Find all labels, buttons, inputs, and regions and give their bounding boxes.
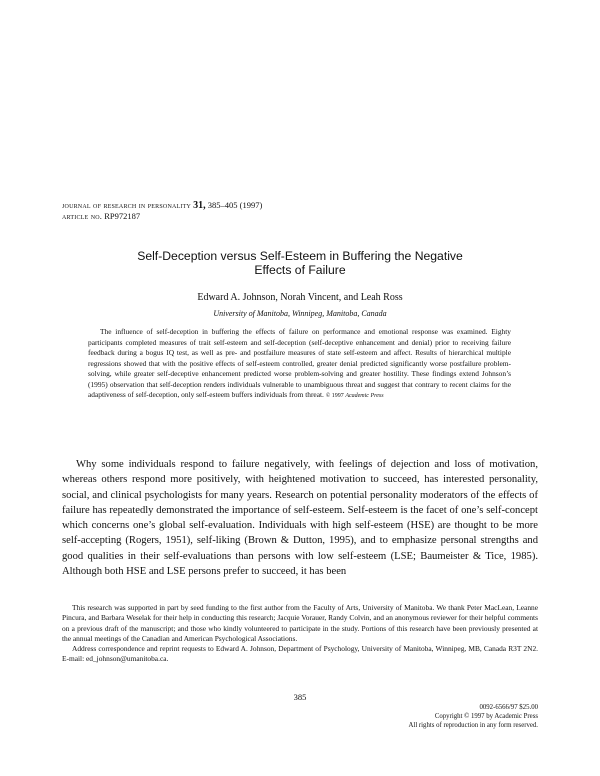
page-number: 385 [293, 692, 307, 702]
journal-volume: 31, [193, 200, 206, 211]
funding-footnote: This research was supported in part by seed funding to the first author from the Faculty of Arts, University of Manitoba. We thank Peter MacLean, Leanne Pincura, and Barbara Weselak for their help in conducting this research; Jacquie Vorauer, Randy Colvin, and an anonymous reviewer for their helpful comments on a previous draft of the manuscript; and those who kindly volunteered to participate in the study. Portions of this research have been previously presented at the annual meetings of the Canadian and American Psychological Associations. [62, 603, 538, 643]
article-number-label: article no. [62, 211, 103, 221]
paper-title-line-1: Self-Deception versus Self-Esteem in Buffering the Negative [137, 249, 463, 263]
paper-title [60, 249, 540, 277]
journal-citation [62, 200, 262, 211]
article-number: RP972187 [104, 211, 141, 221]
issn-price: 0092-6566/97 $25.00 [479, 704, 538, 711]
author-list: Edward A. Johnson, Norah Vincent, and Leah Ross [197, 292, 403, 303]
journal-name: journal of research in personality [62, 200, 191, 210]
paper-title-line-2: Effects of Failure [254, 263, 346, 277]
abstract-copyright: © 1997 Academic Press [325, 393, 384, 399]
footnotes [62, 603, 538, 665]
body-paragraph: Why some individuals respond to failure negatively, with feelings of dejection and loss of motivation, whereas others respond more positively, with heightened motivation to succeed, has interested personality, social, and clinical psychologists for many years. Research on potential personality moderators of the effects of failure has repeatedly demonstrated the importance of self-esteem. Self-esteem is the facet of one’s self-concept which concerns one’s global self-evaluation. Individuals with high self-esteem (HSE) are thought to be more self-accepting (Rogers, 1951), self-liking (Brown & Dutton, 1995), and to emphasize personal strengths and good qualities in their self-evaluations than persons with low self-esteem (LSE; Baumeister & Tice, 1985). Although both HSE and LSE persons prefer to succeed, it has been [62, 459, 538, 578]
author-affiliation: University of Manitoba, Winnipeg, Manitoba, Canada [213, 309, 387, 318]
correspondence-footnote: Address correspondence and reprint requests to Edward A. Johnson, Department of Psychology, University of Manitoba, Winnipeg, MB, Canada R3T 2N2. E-mail: ed_johnson@umanitoba.ca. [62, 644, 538, 664]
footer-copyright: Copyright © 1997 by Academic Press [434, 713, 538, 720]
journal-pages-year: 385–405 (1997) [207, 200, 263, 210]
abstract [88, 327, 511, 402]
article-number-line [62, 211, 140, 222]
abstract-text: The influence of self-deception in buffering the effects of failure on performance and emotional response was examined. Eighty participants completed measures of trait self-esteem and self-deception (self-deceptive enhancement and denial) prior to receiving failure feedback during a bogus IQ test, as well as pre- and postfailure measures of state self-esteem and affect. Results of hierarchical multiple regressions showed that with the positive effects of self-esteem controlled, greater denial predicted significantly worse postfailure problem-solving, while greater self-deceptive enhancement predicted worse problem-solving and greater hostility. These findings extend Johnson’s (1995) observation that self-deception renders individuals vulnerable to unambiguous threat and suggest that contrary to recent claims for the adaptiveness of self-deception, only self-esteem buffers individuals from threat. [88, 327, 511, 399]
rights-statement: All rights of reproduction in any form reserved. [408, 722, 538, 729]
